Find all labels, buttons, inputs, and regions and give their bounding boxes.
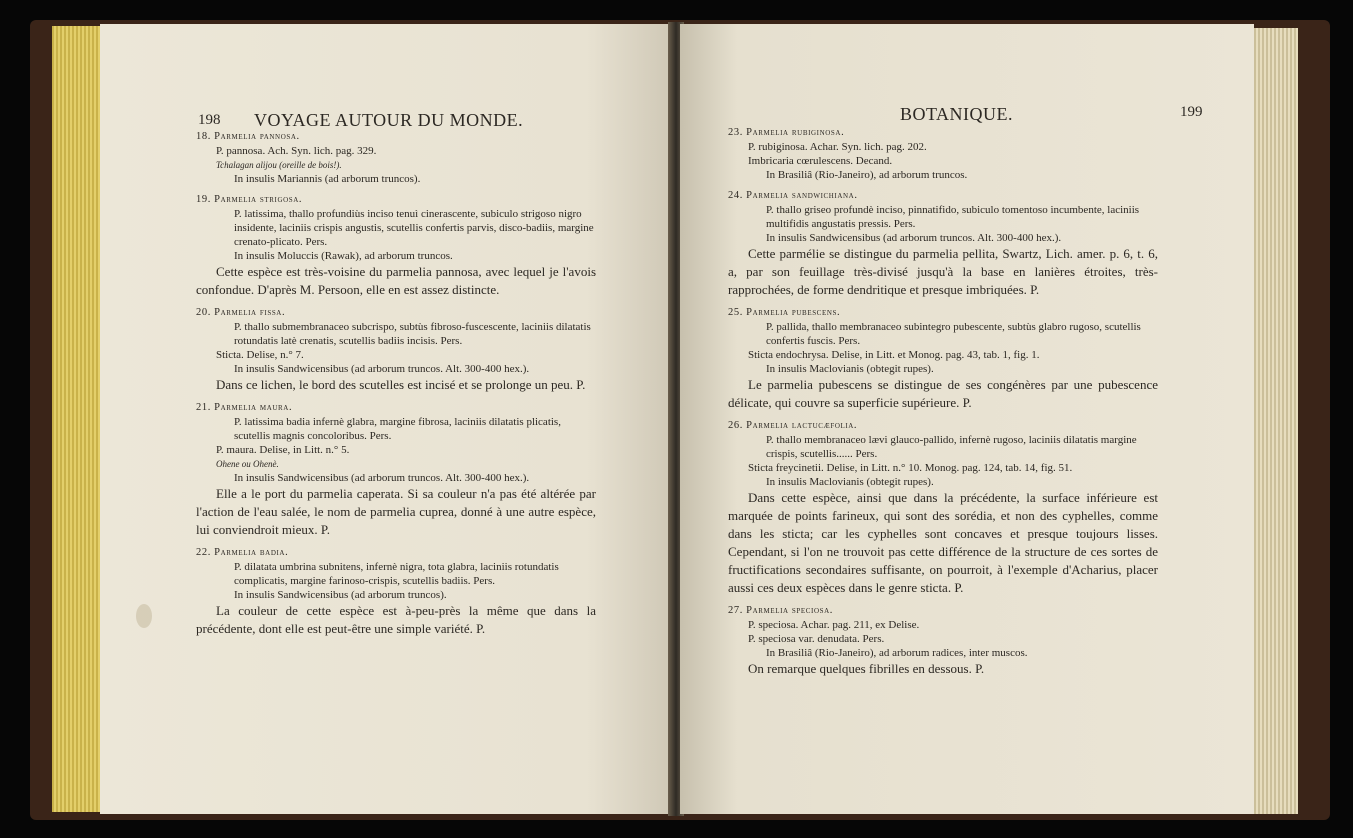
entry-title: 26. Parmelia lactucæfolia.	[728, 420, 858, 431]
entry-line: P. latissima badia infernè glabra, margine fibrosa, laciniis dilatatis plicatis, scutellis magnis concoloribus. Pers.	[234, 416, 561, 442]
remark-paragraph: Elle a le port du parmelia caperata. Si sa couleur n'a pas été altérée par l'action de l'eau salée, le nom de parmelia cuprea, donné à une autre espèce, lui conviendroit mieux. P.	[196, 486, 596, 537]
entry-line: P. thallo submembranaceo subcrispo, subtùs fibroso-fuscescente, laciniis dilatatis rotundatis latè crenatis, scutellis badiis incisis. Pers.	[234, 321, 591, 347]
entry-line: In insulis Sandwicensibus (ad arborum truncos. Alt. 300-400 hex.).	[234, 472, 530, 484]
entry-line: Sticta endochrysa. Delise, in Litt. et Monog. pag. 43, tab. 1, fig. 1.	[748, 349, 1040, 361]
entry-line: In insulis Sandwicensibus (ad arborum truncos).	[234, 589, 447, 601]
page-edges-left	[52, 26, 104, 812]
entry-20	[196, 306, 596, 376]
entry-line: P. rubiginosa. Achar. Syn. lich. pag. 202.	[748, 141, 927, 153]
remark-paragraph: Cette parmélie se distingue du parmelia pellita, Swartz, Lich. amer. p. 6, t. 6, a, par son feuillage très-divisé jusqu'à la base en lanières étroites, très-rapprochées, de forme dendritique et presque imbriquées. P.	[728, 246, 1158, 297]
entry-line: In insulis Maclovianis (obtegit rupes).	[766, 476, 934, 488]
remark-paragraph: Dans cette espèce, ainsi que dans la précédente, la surface inférieure est marquée de points farineux, qui sont des sorédia, et non des cyphelles, comme dans les sticta; car les cyphelles sont concaves et presque toujours lisses. Cependant, si l'on ne trouvoit pas cette différence de la structure de ces sortes de fructifications secondaires suffisante, on pourroit, à l'exemple d'Acharius, placer aussi ces deux espèces dans le genre sticta. P.	[728, 490, 1158, 595]
entry-title: 25. Parmelia pubescens.	[728, 307, 841, 318]
entry-19	[196, 193, 596, 263]
entry-line: In insulis Sandwicensibus (ad arborum truncos. Alt. 300-400 hex.).	[766, 232, 1062, 244]
entry-21	[196, 401, 596, 485]
entry-line: P. thallo membranaceo lævi glauco-pallido, infernè rugoso, laciniis dilatatis margine crispis, scutellis...... Pers.	[766, 434, 1137, 460]
running-header: BOTANIQUE.	[900, 104, 1014, 124]
left-text-column	[196, 130, 596, 638]
page-number: 198	[198, 112, 221, 128]
entry-22	[196, 546, 596, 602]
entry-27	[728, 604, 1158, 660]
foxing-stain	[136, 604, 152, 628]
entry-25	[728, 306, 1158, 376]
page-edges-right	[1250, 28, 1298, 814]
entry-line: P. pannosa. Ach. Syn. lich. pag. 329.	[216, 145, 377, 157]
remark-paragraph: La couleur de cette espèce est à-peu-près la même que dans la précédente, dont elle est peut-être une simple variété. P.	[196, 603, 596, 636]
entry-line: Ohene ou Ohenè.	[216, 459, 279, 469]
remark-paragraph: Cette espèce est très-voisine du parmelia pannosa, avec lequel je l'avois confondue. D'après M. Persoon, elle en est assez distincte.	[196, 264, 596, 297]
running-header: VOYAGE AUTOUR DU MONDE.	[254, 110, 524, 130]
entry-line: In insulis Mariannis (ad arborum truncos).	[234, 173, 421, 185]
entry-line: In insulis Maclovianis (obtegit rupes).	[766, 363, 934, 375]
entry-line: P. thallo griseo profundè inciso, pinnatifido, subiculo tomentoso incumbente, laciniis multifidis angustatis pressis. Pers.	[766, 204, 1140, 230]
left-page	[100, 24, 672, 814]
entry-title: 22. Parmelia badia.	[196, 547, 289, 558]
entry-line: In Brasiliâ (Rio-Janeiro), ad arborum radices, inter muscos.	[766, 647, 1028, 659]
entry-line: Sticta freycinetii. Delise, in Litt. n.° 10. Monog. pag. 124, tab. 14, fig. 51.	[748, 462, 1073, 474]
remark-paragraph: Dans ce lichen, le bord des scutelles est incisé et se prolonge un peu. P.	[216, 377, 586, 392]
entry-title: 19. Parmelia strigosa.	[196, 194, 303, 205]
entry-title: 21. Parmelia maura.	[196, 402, 293, 413]
entry-line: Tchalagan alijou (oreille de bois!).	[216, 160, 342, 170]
entry-26	[728, 419, 1158, 489]
entry-line: P. dilatata umbrina subnitens, infernè nigra, tota glabra, laciniis rotundatis complicatis, margine farinoso-crispis, scutellis badiis. Pers.	[234, 561, 559, 587]
entry-title: 18. Parmelia pannosa.	[196, 131, 300, 142]
entry-title: 27. Parmelia speciosa.	[728, 605, 833, 616]
entry-line: P. maura. Delise, in Litt. n.° 5.	[216, 444, 350, 456]
entry-line: In Brasiliâ (Rio-Janeiro), ad arborum truncos.	[766, 169, 968, 181]
entry-title: 24. Parmelia sandwichiana.	[728, 190, 858, 201]
entry-title: 20. Parmelia fissa.	[196, 307, 286, 318]
page-number: 199	[1180, 104, 1203, 120]
entry-line: P. pallida, thallo membranaceo subintegro pubescente, subtùs glabro rugoso, scutellis confertis fuscis. Pers.	[766, 321, 1141, 347]
entry-line: Imbricaria cœrulescens. Decand.	[748, 155, 893, 167]
right-page	[680, 24, 1254, 814]
entry-23	[728, 126, 1158, 182]
entry-line: P. speciosa var. denudata. Pers.	[748, 633, 885, 645]
entry-line: In insulis Sandwicensibus (ad arborum truncos. Alt. 300-400 hex.).	[234, 363, 530, 375]
remark-paragraph: Le parmelia pubescens se distingue de ses congénères par une pubescence délicate, qui couvre sa superficie supérieure. P.	[728, 377, 1158, 410]
entry-18	[196, 130, 596, 186]
entry-line: P. speciosa. Achar. pag. 211, ex Delise.	[748, 619, 920, 631]
right-text-column	[728, 126, 1158, 678]
entry-line: Sticta. Delise, n.° 7.	[216, 349, 304, 361]
entry-24	[728, 189, 1158, 245]
remark-paragraph: On remarque quelques fibrilles en dessous. P.	[748, 661, 985, 676]
entry-line: In insulis Moluccis (Rawak), ad arborum truncos.	[234, 250, 453, 262]
entry-line: P. latissima, thallo profundiùs inciso tenuì cinerascente, subiculo strigoso nigro insidente, laciniis crispis angustis, scutellis confertis parvis, disco-badiis, margine crenato-plicato. Pers.	[234, 208, 594, 248]
entry-title: 23. Parmelia rubiginosa.	[728, 127, 845, 138]
